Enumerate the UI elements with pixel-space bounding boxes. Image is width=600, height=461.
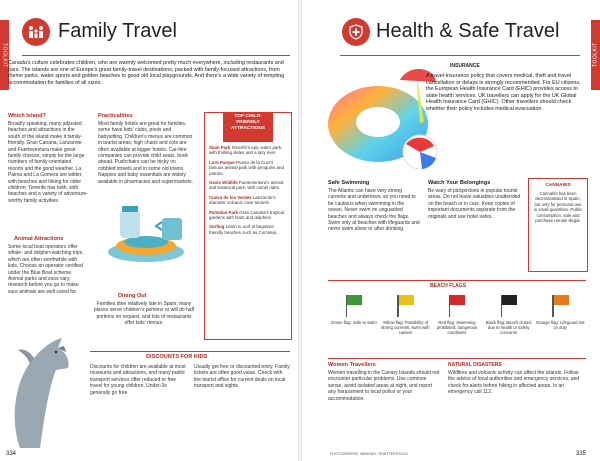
beach-flags-heading: BEACH FLAGS: [430, 283, 467, 289]
discounts-heading: DISCOUNTS FOR KIDS: [146, 354, 208, 360]
attraction-desc: Gran Canaria's tropical gardens with birds and dolphins.: [209, 209, 285, 221]
discounts-col-2: Usually get free or discounted entry. Family tickets are often good value. Check with the tourist office for current deals on local transport and sights.: [194, 364, 290, 390]
women-travellers-heading: Women Travellers: [328, 362, 376, 368]
cannabis-box: [528, 178, 588, 272]
attraction-desc: Tenerife's epic water park, with thrilling slides and a lazy river.: [209, 145, 283, 156]
flag-label: Yellow flag: Possibility of strong currents; swim with caution: [381, 320, 430, 336]
beach-flag-item: [328, 295, 380, 357]
flag-label: Green flag: Safe to swim: [330, 320, 377, 325]
belongings-heading: Watch Your Belongings: [428, 180, 491, 186]
attraction-item: [209, 180, 287, 191]
beach-flag-item: [431, 295, 483, 357]
lower-rule: [328, 358, 586, 359]
which-island-body: Broadly speaking, many adjusted beaches and attractions in the south of the island make it family-friendly. Gran Canaria, Lanzarote and Fuerteventura make great family choices, simply for the large numbers of family-orientated resorts and the good weather. La Palma and La Gomera are wilder, with beaches and hiking for older children; Tenerife has both, with beaches and a variety of adventure-worthy family activities.: [8, 121, 88, 204]
practicalities-heading: Practicalities: [98, 113, 133, 119]
attraction-item: [209, 145, 287, 156]
beach-flags-rule: [328, 280, 586, 281]
attraction-desc: Lanzarote's dramatic volcanic cave tunnels.: [209, 194, 276, 206]
attraction-item: [209, 224, 287, 235]
beach-toys-photo: [316, 62, 442, 172]
left-side-tab: TOOLKIT: [0, 20, 9, 90]
attraction-item: [209, 195, 287, 206]
right-page: [300, 0, 600, 461]
flag-icon: [552, 295, 570, 317]
attraction-name: Surfing: [209, 224, 225, 230]
discounts-col-1: Discounts for children are available at most museums and attractions, and many public transport services offer reduced or free travel for young children. Under-3s generally go free.: [90, 364, 186, 396]
discounts-rule: [90, 351, 290, 352]
right-side-tab: TOOLKIT: [591, 20, 600, 90]
dining-out-heading: Dining Out: [118, 293, 147, 299]
belongings-body: Be wary of pickpockets in popular tourist areas. Do not leave valuables unattended on the beach or in cars. Keep copies of important documents separate from the originals and use hotel safes.: [428, 188, 521, 220]
dolphin-photo: [0, 330, 86, 450]
attraction-name: Loro Parque: [209, 159, 235, 165]
top-attractions-box: [204, 112, 292, 340]
natural-disasters-body: Wildfires and volcanic activity can affect the islands. Follow the advice of local authorities and emergency services, and check for alerts before hiking in affected areas. In an emergency call 112.: [448, 370, 580, 396]
beach-flag-item: [483, 295, 535, 357]
top-attractions-list: [209, 145, 287, 239]
attraction-item: [209, 160, 287, 176]
flag-label: Black flag: Beach closed due to health or safety concerns: [485, 320, 532, 336]
intro-paragraph: Canada's culture celebrates children, who are warmly welcomed pretty much everywhere, including restaurants and bars. The islands are one of Europe's great family-travel destinations, packed with family-focused attractions, from theme parks, water sports and golden beaches to good old local playgrounds. And there's a wide variety of tempting accommodation for families of all sizes.: [8, 60, 285, 87]
beach-flags-row: [328, 295, 586, 357]
title-rule: [22, 55, 290, 56]
animal-attractions-heading: Animal Attractions: [14, 236, 64, 242]
right-page-number: 335: [576, 451, 587, 457]
flag-label: Red flag: Swimming prohibited; dangerous conditions: [436, 320, 478, 336]
attraction-name: Oasis Wildlife: [209, 180, 238, 186]
natural-disasters-heading: NATURAL DISASTERS: [448, 362, 502, 368]
attraction-name: Siam Park: [209, 145, 231, 150]
insurance-heading: INSURANCE: [450, 63, 480, 69]
flag-icon: [397, 295, 415, 317]
attraction-name: Palmitos Park: [209, 209, 239, 215]
insurance-body: A travel-insurance policy that covers medical, theft and travel cancellation or delays is strongly recommended. For EU citizens, the European Health Insurance Card (EHIC) provides access to state health services. UK travellers can apply for the UK Global Health Insurance Card (GHIC). Other travellers should check whether their policy includes medical evacuation.: [426, 73, 581, 112]
animal-attractions-body: Some local boat operators offer whale- and dolphin-watching trips, which are often worthwhile with kids. Choose an operator certified under the Blue Boat scheme. Animal parks and zoos vary; research before you go to make sure animals are well cared for.: [8, 244, 84, 295]
attraction-desc: Puerto de la Cruz's famous animal park with penguins and parrots.: [209, 159, 284, 176]
left-page-number: 334: [6, 451, 17, 457]
flag-icon: [346, 295, 364, 317]
beach-flag-item: [380, 295, 432, 357]
photo-credits: PHOTOGRAPHS: VARIOUS / SHUTTERSTOCK: [330, 452, 409, 456]
practicalities-body: Most family hotels are great for families, some have kids' clubs, pools and babysitting. Children's menus are common in tourist areas; high chairs and cots are often available at bigger hotels. Car-hire companies can provide child seats, book ahead. Pushchairs can be tricky on cobbled streets and in some old towns. Nappies and baby essentials are widely available in pharmacies and supermarkets.: [98, 121, 194, 185]
baby-dishes-illustration: [92, 200, 200, 272]
beach-flag-item: [534, 295, 586, 357]
attraction-desc: Fuerteventura's animal and botanical park, with camel rides.: [209, 180, 284, 191]
title-rule-right: [340, 55, 580, 56]
women-travellers-body: Women travelling in the Canary Islands should not encounter particular problems. Use common sense, avoid isolated areas at night, and report any harassment to local police or your accommodation.: [328, 370, 440, 402]
cannabis-body: Cannabis has been decriminalised in Spain, but only for personal use in small quantities. Public consumption, sale and purchase remain illegal.: [533, 191, 583, 224]
flag-icon: [449, 295, 467, 317]
flag-icon: [501, 295, 519, 317]
cannabis-heading: CANNABIS: [545, 183, 571, 188]
which-island-heading: Which Island?: [8, 113, 46, 119]
flag-label: Orange flag: Lifeguard not on duty: [535, 320, 585, 331]
page-title-family-travel: Family Travel: [58, 20, 177, 42]
health-cross-icon: [342, 18, 370, 46]
top-attractions-heading: TOP CHILD-FRIENDLY ATTRACTIONS: [223, 112, 273, 142]
safe-swimming-heading: Safe Swimming: [328, 180, 370, 186]
page-title-health: Health & Safe Travel: [376, 20, 560, 42]
family-icon: [22, 18, 50, 46]
attraction-name: Cueva de los Verdes: [209, 194, 252, 200]
attraction-desc: Learn to surf at beginner-friendly beaches such as Corralejo.: [209, 224, 278, 235]
dining-out-body: Families dine relatively late in Spain; many places serve children's portions or will do half portions on request, and lots of restaurants offer kids' menus.: [93, 301, 195, 327]
safe-swimming-body: The Atlantic can have very strong currents and undertows, so you need to be cautious when swimming in the ocean. Never swim on unguarded beaches and always check the flags. Swim only at beaches with lifeguards and never swim alone or after drinking.: [328, 188, 420, 233]
attraction-item: [209, 210, 287, 221]
